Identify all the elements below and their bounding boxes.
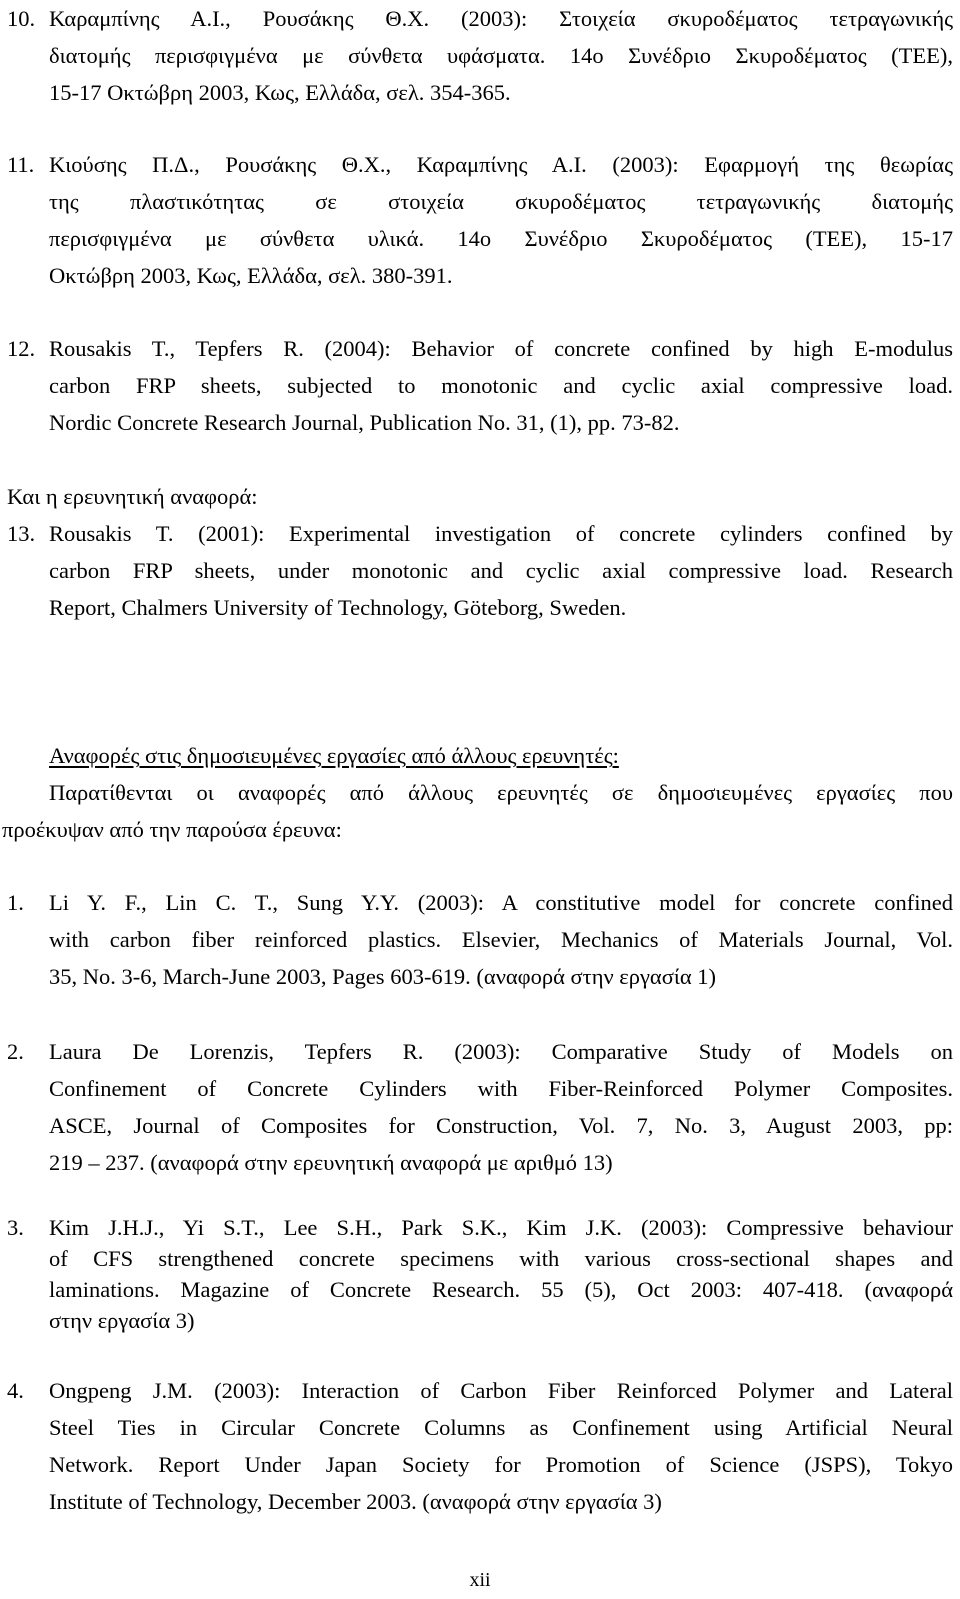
reference-item [0, 146, 953, 294]
reference-line: Οκτώβρη 2003, Κως, Ελλάδα, σελ. 380-391. [49, 263, 453, 288]
citation-item [0, 1372, 953, 1520]
reference-number: 12. [7, 336, 36, 361]
citation-number: 3. [7, 1215, 24, 1240]
citation-number: 4. [7, 1378, 24, 1403]
citation-number: 2. [7, 1039, 24, 1064]
reference-line: Report, Chalmers University of Technology, Göteborg, Sweden. [49, 595, 627, 620]
citations-intro [0, 774, 953, 848]
reference-line: 15-17 Οκτώβρη 2003, Κως, Ελλάδα, σελ. 354-365. [49, 80, 511, 105]
research-report-label: Και η ερευνητική αναφορά: [7, 484, 258, 509]
reference-item [0, 515, 953, 626]
citations-heading: Αναφορές στις δημοσιευμένες εργασίες από άλλους ερευνητές: [49, 743, 619, 768]
citation-line: Laura De Lorenzis, Tepfers R. (2003): Comparative Study of Models on [49, 1039, 953, 1064]
reference-number: 10. [7, 6, 36, 31]
citation-item [0, 884, 953, 995]
citation-line: Confinement of Concrete Cylinders with Fiber-Reinforced Polymer Composites. [49, 1076, 953, 1101]
citation-line: Ongpeng J.M. (2003): Interaction of Carbon Fiber Reinforced Polymer and Lateral [49, 1378, 953, 1403]
reference-number: 13. [7, 521, 36, 546]
reference-number: 11. [7, 152, 35, 177]
citation-line: Institute of Technology, December 2003. (αναφορά στην εργασία 3) [49, 1489, 662, 1514]
citation-item [0, 1033, 953, 1181]
reference-line: διατομής περισφιγμένα με σύνθετα υφάσματα. 14ο Συνέδριο Σκυροδέματος (ΤΕΕ), [49, 43, 953, 68]
reference-line: Καραμπίνης Α.Ι., Ρουσάκης Θ.Χ. (2003): Στοιχεία σκυροδέματος τετραγωνικής [49, 6, 953, 31]
reference-line: carbon FRP sheets, subjected to monotonic and cyclic axial compressive load. [49, 373, 953, 398]
citation-line: laminations. Magazine of Concrete Research. 55 (5), Oct 2003: 407-418. (αναφορά [49, 1277, 953, 1302]
citation-number: 1. [7, 890, 24, 915]
reference-line: Rousakis T. (2001): Experimental investigation of concrete cylinders confined by [49, 521, 953, 546]
page-number: xii [469, 1569, 491, 1591]
citation-item [0, 1212, 953, 1336]
reference-line: Rousakis T., Tepfers R. (2004): Behavior of concrete confined by high E-modulus [49, 336, 953, 361]
citation-line: στην εργασία 3) [49, 1308, 195, 1333]
reference-line: Κιούσης Π.Δ., Ρουσάκης Θ.Χ., Καραμπίνης Α.Ι. (2003): Εφαρμογή της θεωρίας [49, 152, 953, 177]
citation-line: of CFS strengthened concrete specimens with various cross-sectional shapes and [49, 1246, 953, 1271]
reference-item [0, 330, 953, 441]
citation-line: Kim J.H.J., Yi S.T., Lee S.H., Park S.K., Kim J.K. (2003): Compressive behaviour [49, 1215, 953, 1240]
intro-line: Παρατίθενται οι αναφορές από άλλους ερευνητές σε δημοσιευμένες εργασίες που [49, 780, 953, 805]
intro-line: προέκυψαν από την παρούσα έρευνα: [2, 817, 342, 842]
citation-line: Steel Ties in Circular Concrete Columns as Confinement using Artificial Neural [49, 1415, 953, 1440]
reference-line: της πλαστικότητας σε στοιχεία σκυροδέματος τετραγωνικής διατομής [49, 189, 953, 214]
citation-line: Network. Report Under Japan Society for Promotion of Science (JSPS), Tokyo [49, 1452, 953, 1477]
citation-line: 219 – 237. (αναφορά στην ερευνητική αναφορά με αριθμό 13) [49, 1150, 613, 1175]
reference-line: Nordic Concrete Research Journal, Publication No. 31, (1), pp. 73-82. [49, 410, 680, 435]
citation-line: Li Y. F., Lin C. T., Sung Y.Y. (2003): A constitutive model for concrete confined [49, 890, 953, 915]
reference-item [0, 0, 953, 111]
reference-line: περισφιγμένα με σύνθετα υλικά. 14ο Συνέδριο Σκυροδέματος (ΤΕΕ), 15-17 [49, 226, 953, 251]
citation-line: with carbon fiber reinforced plastics. Elsevier, Mechanics of Materials Journal, Vol. [49, 927, 953, 952]
reference-line: carbon FRP sheets, under monotonic and cyclic axial compressive load. Research [49, 558, 953, 583]
citation-line: 35, No. 3-6, March-June 2003, Pages 603-619. (αναφορά στην εργασία 1) [49, 964, 717, 989]
citation-line: ASCE, Journal of Composites for Construction, Vol. 7, No. 3, August 2003, pp: [49, 1113, 953, 1138]
